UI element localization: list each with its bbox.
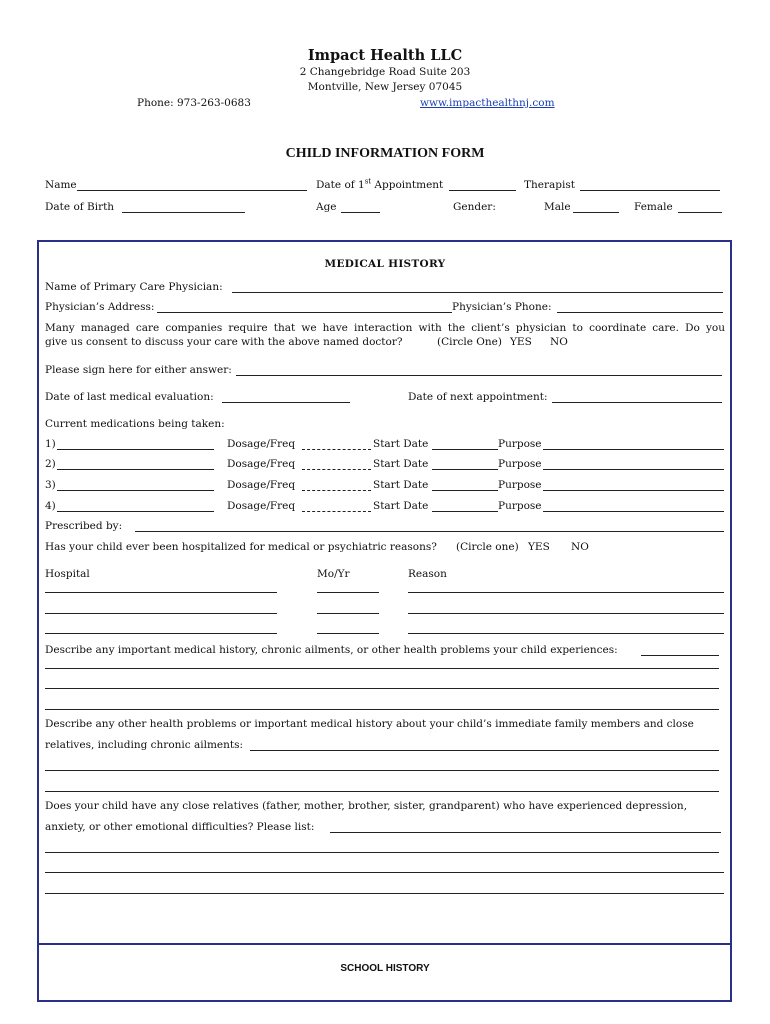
last-evaluation-field[interactable] — [222, 402, 350, 403]
medication-number: 1) — [45, 438, 56, 450]
dosage-field[interactable] — [302, 490, 371, 491]
physician-phone-field[interactable] — [557, 312, 723, 313]
purpose-field[interactable] — [543, 511, 724, 512]
hospitalized-circle-one: (Circle one) — [456, 541, 519, 553]
purpose-label: Purpose — [498, 458, 542, 470]
dosage-label: Dosage/Freq — [227, 500, 296, 512]
company-phone: Phone: 973-263-0683 — [137, 97, 251, 109]
medical-history-description-line[interactable] — [45, 688, 719, 689]
relatives-question-line2: anxiety, or other emotional difficulties? Please list: — [45, 821, 315, 833]
first-appointment-label: Date of 1st Appointment — [316, 177, 444, 191]
reason-field[interactable] — [408, 633, 724, 634]
medical-history-heading: MEDICAL HISTORY — [324, 258, 446, 270]
purpose-field[interactable] — [543, 490, 724, 491]
medication-name-field[interactable] — [57, 490, 214, 491]
start-date-label: Start Date — [373, 500, 429, 512]
relatives-line[interactable] — [45, 872, 724, 873]
reason-column-header: Reason — [408, 568, 447, 580]
company-address-line2: Montville, New Jersey 07045 — [307, 81, 463, 93]
age-label: Age — [316, 201, 337, 213]
physician-phone-label: Physician’s Phone: — [452, 301, 552, 313]
family-history-label-line1: Describe any other health problems or important medical history about your child’s immediate family members and close — [45, 718, 694, 730]
company-name: Impact Health LLC — [307, 47, 463, 64]
prescribed-by-field[interactable] — [135, 531, 724, 532]
purpose-label: Purpose — [498, 438, 542, 450]
family-history-line[interactable] — [45, 791, 719, 792]
age-field[interactable] — [341, 212, 380, 213]
consent-text-line1: Many managed care companies require that we have interaction with the client’s physician to coordinate care. Do you — [45, 322, 725, 334]
dosage-label: Dosage/Freq — [227, 458, 296, 470]
pcp-field[interactable] — [232, 292, 723, 293]
moyr-column-header: Mo/Yr — [317, 568, 350, 580]
female-field[interactable] — [678, 212, 722, 213]
medication-number: 3) — [45, 479, 56, 491]
form-title: CHILD INFORMATION FORM — [285, 146, 485, 161]
medications-label: Current medications being taken: — [45, 418, 225, 430]
male-field[interactable] — [573, 212, 619, 213]
medication-name-field[interactable] — [57, 511, 214, 512]
relatives-question-line1: Does your child have any close relatives (father, mother, brother, sister, grandparent) who have experienced depression, — [45, 800, 688, 812]
start-date-label: Start Date — [373, 458, 429, 470]
prescribed-by-label: Prescribed by: — [45, 520, 123, 532]
consent-no-option[interactable]: NO — [550, 336, 568, 348]
hospitalized-yes-option[interactable]: YES — [528, 541, 550, 553]
medical-history-description-field[interactable] — [641, 655, 719, 656]
hospital-field[interactable] — [45, 592, 277, 593]
family-history-line[interactable] — [45, 770, 719, 771]
medical-history-description-label: Describe any important medical history, chronic ailments, or other health problems your child experiences: — [45, 644, 618, 656]
name-field[interactable] — [77, 190, 307, 191]
school-history-heading: SCHOOL HISTORY — [340, 963, 430, 974]
start-date-field[interactable] — [432, 490, 498, 491]
hospitalized-question: Has your child ever been hospitalized for medical or psychiatric reasons? — [45, 541, 437, 553]
medication-number: 4) — [45, 500, 56, 512]
dosage-label: Dosage/Freq — [227, 479, 296, 491]
hospital-field[interactable] — [45, 613, 277, 614]
company-website-link[interactable]: www.impacthealthnj.com — [420, 97, 555, 109]
start-date-label: Start Date — [373, 479, 429, 491]
signature-field[interactable] — [236, 375, 722, 376]
dosage-field[interactable] — [302, 449, 371, 450]
purpose-label: Purpose — [498, 479, 542, 491]
start-date-label: Start Date — [373, 438, 429, 450]
family-history-field[interactable] — [250, 750, 719, 751]
consent-text-line2: give us consent to discuss your care with the above named doctor? — [45, 336, 403, 348]
purpose-field[interactable] — [543, 449, 724, 450]
purpose-label: Purpose — [498, 500, 542, 512]
start-date-field[interactable] — [432, 469, 498, 470]
dob-label: Date of Birth — [45, 201, 115, 213]
next-appointment-label: Date of next appointment: — [408, 391, 548, 403]
dosage-label: Dosage/Freq — [227, 438, 296, 450]
relatives-line[interactable] — [45, 893, 724, 894]
dob-field[interactable] — [122, 212, 245, 213]
family-history-label-line2: relatives, including chronic ailments: — [45, 739, 244, 751]
first-appointment-field[interactable] — [449, 190, 516, 191]
start-date-field[interactable] — [432, 449, 498, 450]
dosage-field[interactable] — [302, 469, 371, 470]
reason-field[interactable] — [408, 592, 724, 593]
consent-circle-one: (Circle One) — [437, 336, 502, 348]
dosage-field[interactable] — [302, 511, 371, 512]
moyr-field[interactable] — [317, 613, 379, 614]
therapist-field[interactable] — [580, 190, 720, 191]
next-appointment-field[interactable] — [552, 402, 722, 403]
company-address-line1: 2 Changebridge Road Suite 203 — [299, 66, 471, 78]
hospital-column-header: Hospital — [45, 568, 90, 580]
medication-name-field[interactable] — [57, 449, 214, 450]
signature-label: Please sign here for either answer: — [45, 364, 232, 376]
name-label: Name — [45, 179, 77, 191]
physician-address-label: Physician’s Address: — [45, 301, 155, 313]
moyr-field[interactable] — [317, 633, 379, 634]
consent-yes-option[interactable]: YES — [510, 336, 532, 348]
start-date-field[interactable] — [432, 511, 498, 512]
medical-history-description-line[interactable] — [45, 668, 719, 669]
pcp-label: Name of Primary Care Physician: — [45, 281, 223, 293]
gender-label: Gender: — [453, 201, 496, 213]
medication-name-field[interactable] — [57, 469, 214, 470]
hospitalized-no-option[interactable]: NO — [571, 541, 589, 553]
relatives-field[interactable] — [330, 832, 721, 833]
medication-number: 2) — [45, 458, 56, 470]
male-label: Male — [544, 201, 571, 213]
relatives-line[interactable] — [45, 852, 719, 853]
physician-address-field[interactable] — [157, 312, 452, 313]
moyr-field[interactable] — [317, 592, 379, 593]
medical-history-description-line[interactable] — [45, 709, 719, 710]
female-label: Female — [634, 201, 673, 213]
purpose-field[interactable] — [543, 469, 724, 470]
last-evaluation-label: Date of last medical evaluation: — [45, 391, 214, 403]
therapist-label: Therapist — [524, 179, 575, 191]
reason-field[interactable] — [408, 613, 724, 614]
hospital-field[interactable] — [45, 633, 277, 634]
